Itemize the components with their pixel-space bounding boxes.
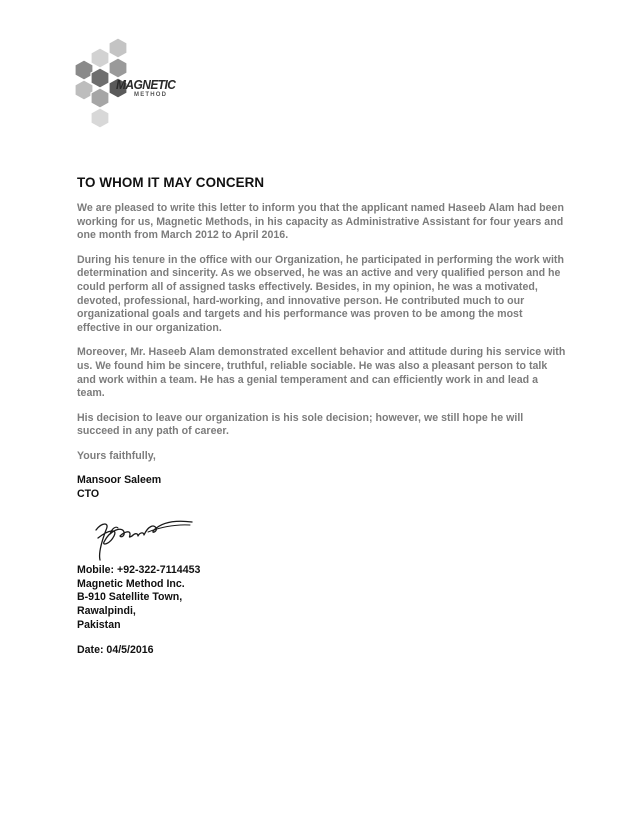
- paragraph-behavior: Moreover, Mr. Haseeb Alam demonstrated excellent behavior and attitude during his service with us. We found him be sincere, truthful, reliable sociable. He was also a pleasant person to talk and work within a team. He has a genial temperament and can efficiently work in and lead a team.: [77, 346, 566, 400]
- paragraph-decision: His decision to leave our organization is his sole decision; however, we still hope he will succeed in any path of career.: [77, 411, 524, 438]
- logo-subword: [134, 92, 167, 98]
- handwritten-signature: [88, 508, 198, 564]
- letter-heading: TO WHOM IT MAY CONCERN: [77, 175, 265, 190]
- contact-address: B-910 Satellite Town,: [77, 591, 183, 604]
- contact-company: Magnetic Method Inc.: [77, 577, 185, 590]
- letter-body: [77, 175, 567, 502]
- paragraph-intro: We are pleased to write this letter to inform you that the applicant named Haseeb Alam had been working for us, Magnetic Methods, in his capacity as Administrative Assistant for four years and one month from March 2012 to April 2016.: [77, 202, 564, 242]
- logo-line1: MAGNETIC: [116, 77, 176, 92]
- paragraph-tenure: During his tenure in the office with our Organization, he participated in performing the work with determination and sincerity. As we observed, he was an active and very qualified person and he could perform all of assigned tasks effectively. Besides, in my opinion, he was a motivated, devoted, professional, hard-working, and innovative person. He contributed much to our organizational goals and targets and his performance was proven to be among the most effective in our organization.: [77, 253, 564, 335]
- logo-line2: METHOD: [134, 92, 168, 98]
- signatory-title: CTO: [77, 487, 100, 500]
- logo-wordmark: [116, 77, 175, 92]
- letter-date: Date: 04/5/2016: [77, 644, 154, 656]
- contact-mobile: Mobile: +92-322-7114453: [77, 564, 201, 576]
- company-logo: [74, 36, 204, 132]
- signatory-name: Mansoor Saleem: [77, 474, 162, 487]
- closing-line: Yours faithfully,: [77, 449, 156, 462]
- contact-block: [77, 564, 200, 633]
- contact-city: Rawalpindi,: [77, 605, 136, 618]
- contact-country: Pakistan: [77, 618, 121, 631]
